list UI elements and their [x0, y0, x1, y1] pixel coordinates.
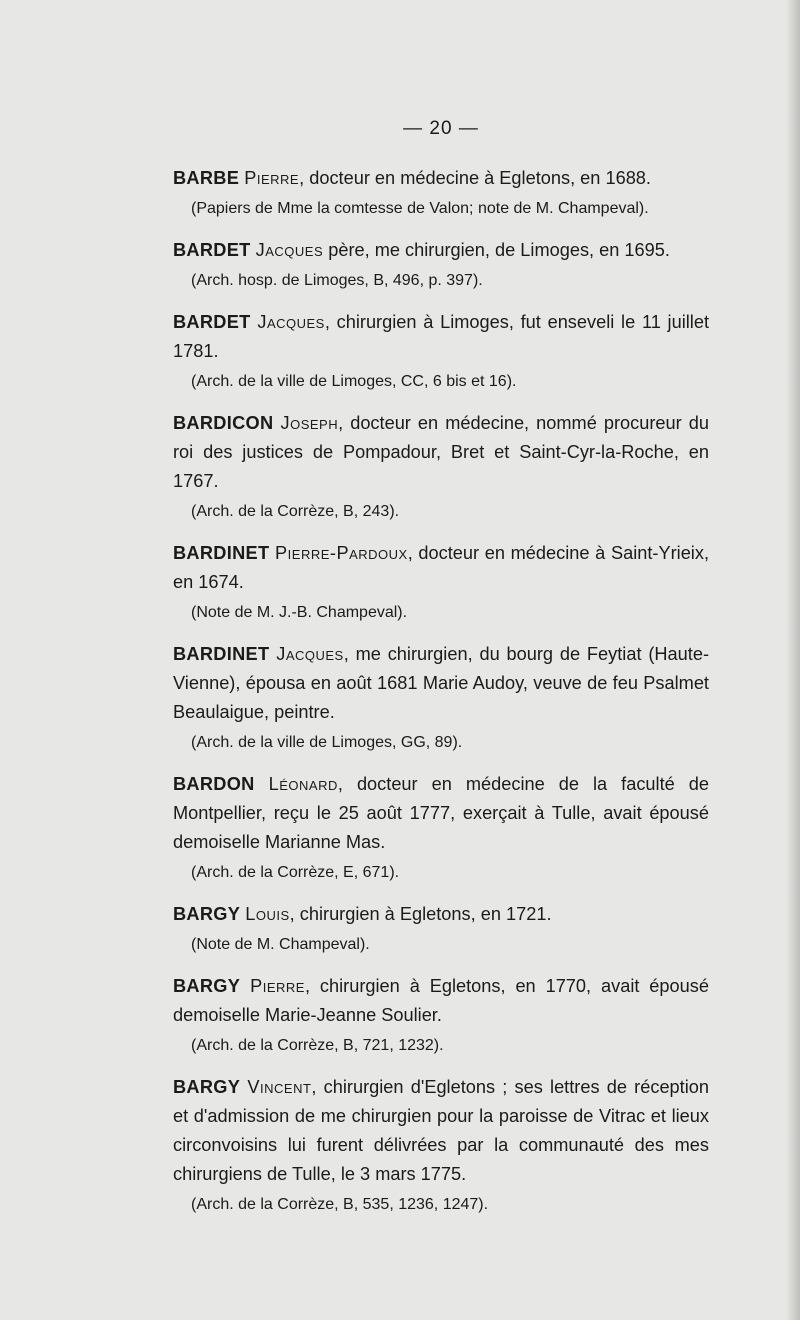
entry-text: [173, 1073, 709, 1189]
page-number: — 20 —: [403, 118, 479, 139]
entry-surname: BARDET: [173, 312, 251, 332]
entry-given-name: Jacques: [257, 312, 325, 332]
entry-bardet-jacques-1: [173, 236, 709, 294]
entry-given-name: Vincent: [247, 1077, 312, 1097]
entry-body: , docteur en médecine de la faculté de Montpellier, reçu le 25 août 1777, exerçait à Tulle, avait épousé demoiselle Marianne Mas.: [173, 774, 709, 852]
page-edge-shadow: [786, 0, 800, 1320]
entry-bardon-leonard: [173, 770, 709, 886]
entry-text: [173, 308, 709, 366]
entry-surname: BARGY: [173, 904, 241, 924]
entry-surname: BARDICON: [173, 413, 274, 433]
entry-bardicon-joseph: [173, 409, 709, 525]
entry-source: (Arch. de la Corrèze, E, 671).: [191, 864, 400, 881]
entry-bardet-jacques-2: [173, 308, 709, 395]
document-page: [173, 118, 709, 1232]
entry-body: , docteur en médecine, nommé procureur du roi des justices de Pompadour, Bret et Saint-Cyr-la-Roche, en 1767.: [173, 413, 709, 491]
entry-body: père, me chirurgien, de Limoges, en 1695.: [323, 240, 670, 260]
entry-text: [173, 409, 709, 496]
entry-given-name: Louis: [245, 904, 290, 924]
entry-given-name: Jacques: [255, 240, 324, 260]
entry-given-name: Pierre: [250, 976, 305, 996]
entry-surname: BARGY: [173, 1077, 241, 1097]
entry-body: , chirurgien à Egletons, en 1770, avait épousé demoiselle Marie-Jeanne Soulier.: [173, 976, 709, 1025]
entry-surname: BARDINET: [173, 543, 270, 563]
entry-source: (Arch. de la Corrèze, B, 721, 1232).: [191, 1037, 444, 1054]
entry-body: , me chirurgien, du bourg de Feytiat (Haute-Vienne), épousa en août 1681 Marie Audoy, veuve de feu Psalmet Beaulaigue, peintre.: [173, 644, 709, 722]
entry-source: (Arch. de la ville de Limoges, GG, 89).: [191, 734, 463, 751]
entry-given-name: Joseph: [280, 413, 339, 433]
entry-source: (Arch. hosp. de Limoges, B, 496, p. 397).: [191, 272, 483, 289]
entry-given-name: Léonard: [268, 774, 338, 794]
entry-source: (Papiers de Mme la comtesse de Valon; note de M. Champeval).: [191, 200, 649, 217]
entry-source: (Arch. de la Corrèze, B, 243).: [191, 503, 400, 520]
entry-text: [173, 972, 709, 1030]
entry-body: , docteur en médecine à Saint-Yrieix, en 1674.: [173, 543, 709, 592]
entry-source: (Note de M. Champeval).: [191, 936, 370, 953]
entry-surname: BARBE: [173, 168, 240, 188]
entry-source: (Arch. de la Corrèze, B, 535, 1236, 1247).: [191, 1196, 489, 1213]
entry-bargy-vincent: [173, 1073, 709, 1218]
entry-body: , chirurgien d'Egletons ; ses lettres de réception et d'admission de me chirurgien pour la paroisse de Vitrac et lieux circonvoisins lui furent délivrées par la communauté des mes chirurgiens de Tulle, le 3 mars 1775.: [173, 1077, 709, 1184]
entry-given-name: Jacques: [276, 644, 344, 664]
entry-text: [173, 164, 709, 193]
entry-text: [173, 900, 709, 929]
entry-bardinet-jacques: [173, 640, 709, 756]
entry-barbe-pierre: [173, 164, 709, 222]
entry-source: (Arch. de la ville de Limoges, CC, 6 bis et 16).: [191, 373, 517, 390]
entry-text: [173, 770, 709, 857]
entry-text: [173, 236, 709, 265]
entry-bardinet-pierre-pardoux: [173, 539, 709, 626]
entry-surname: BARDON: [173, 774, 255, 794]
entry-bargy-pierre: [173, 972, 709, 1059]
entry-bargy-louis: [173, 900, 709, 958]
entry-body: , chirurgien à Egletons, en 1721.: [289, 904, 552, 924]
entry-given-name: Pierre: [244, 168, 300, 188]
entry-surname: BARDINET: [173, 644, 270, 664]
entry-body: , docteur en médecine à Egletons, en 1688.: [299, 168, 651, 188]
entry-given-name: Pierre-Pardoux: [275, 543, 408, 563]
entry-surname: BARDET: [173, 240, 251, 260]
entry-text: [173, 539, 709, 597]
entry-body: , chirurgien à Limoges, fut enseveli le 11 juillet 1781.: [173, 312, 710, 361]
entry-surname: BARGY: [173, 976, 241, 996]
entry-source: (Note de M. J.-B. Champeval).: [191, 604, 408, 621]
entry-text: [173, 640, 709, 727]
